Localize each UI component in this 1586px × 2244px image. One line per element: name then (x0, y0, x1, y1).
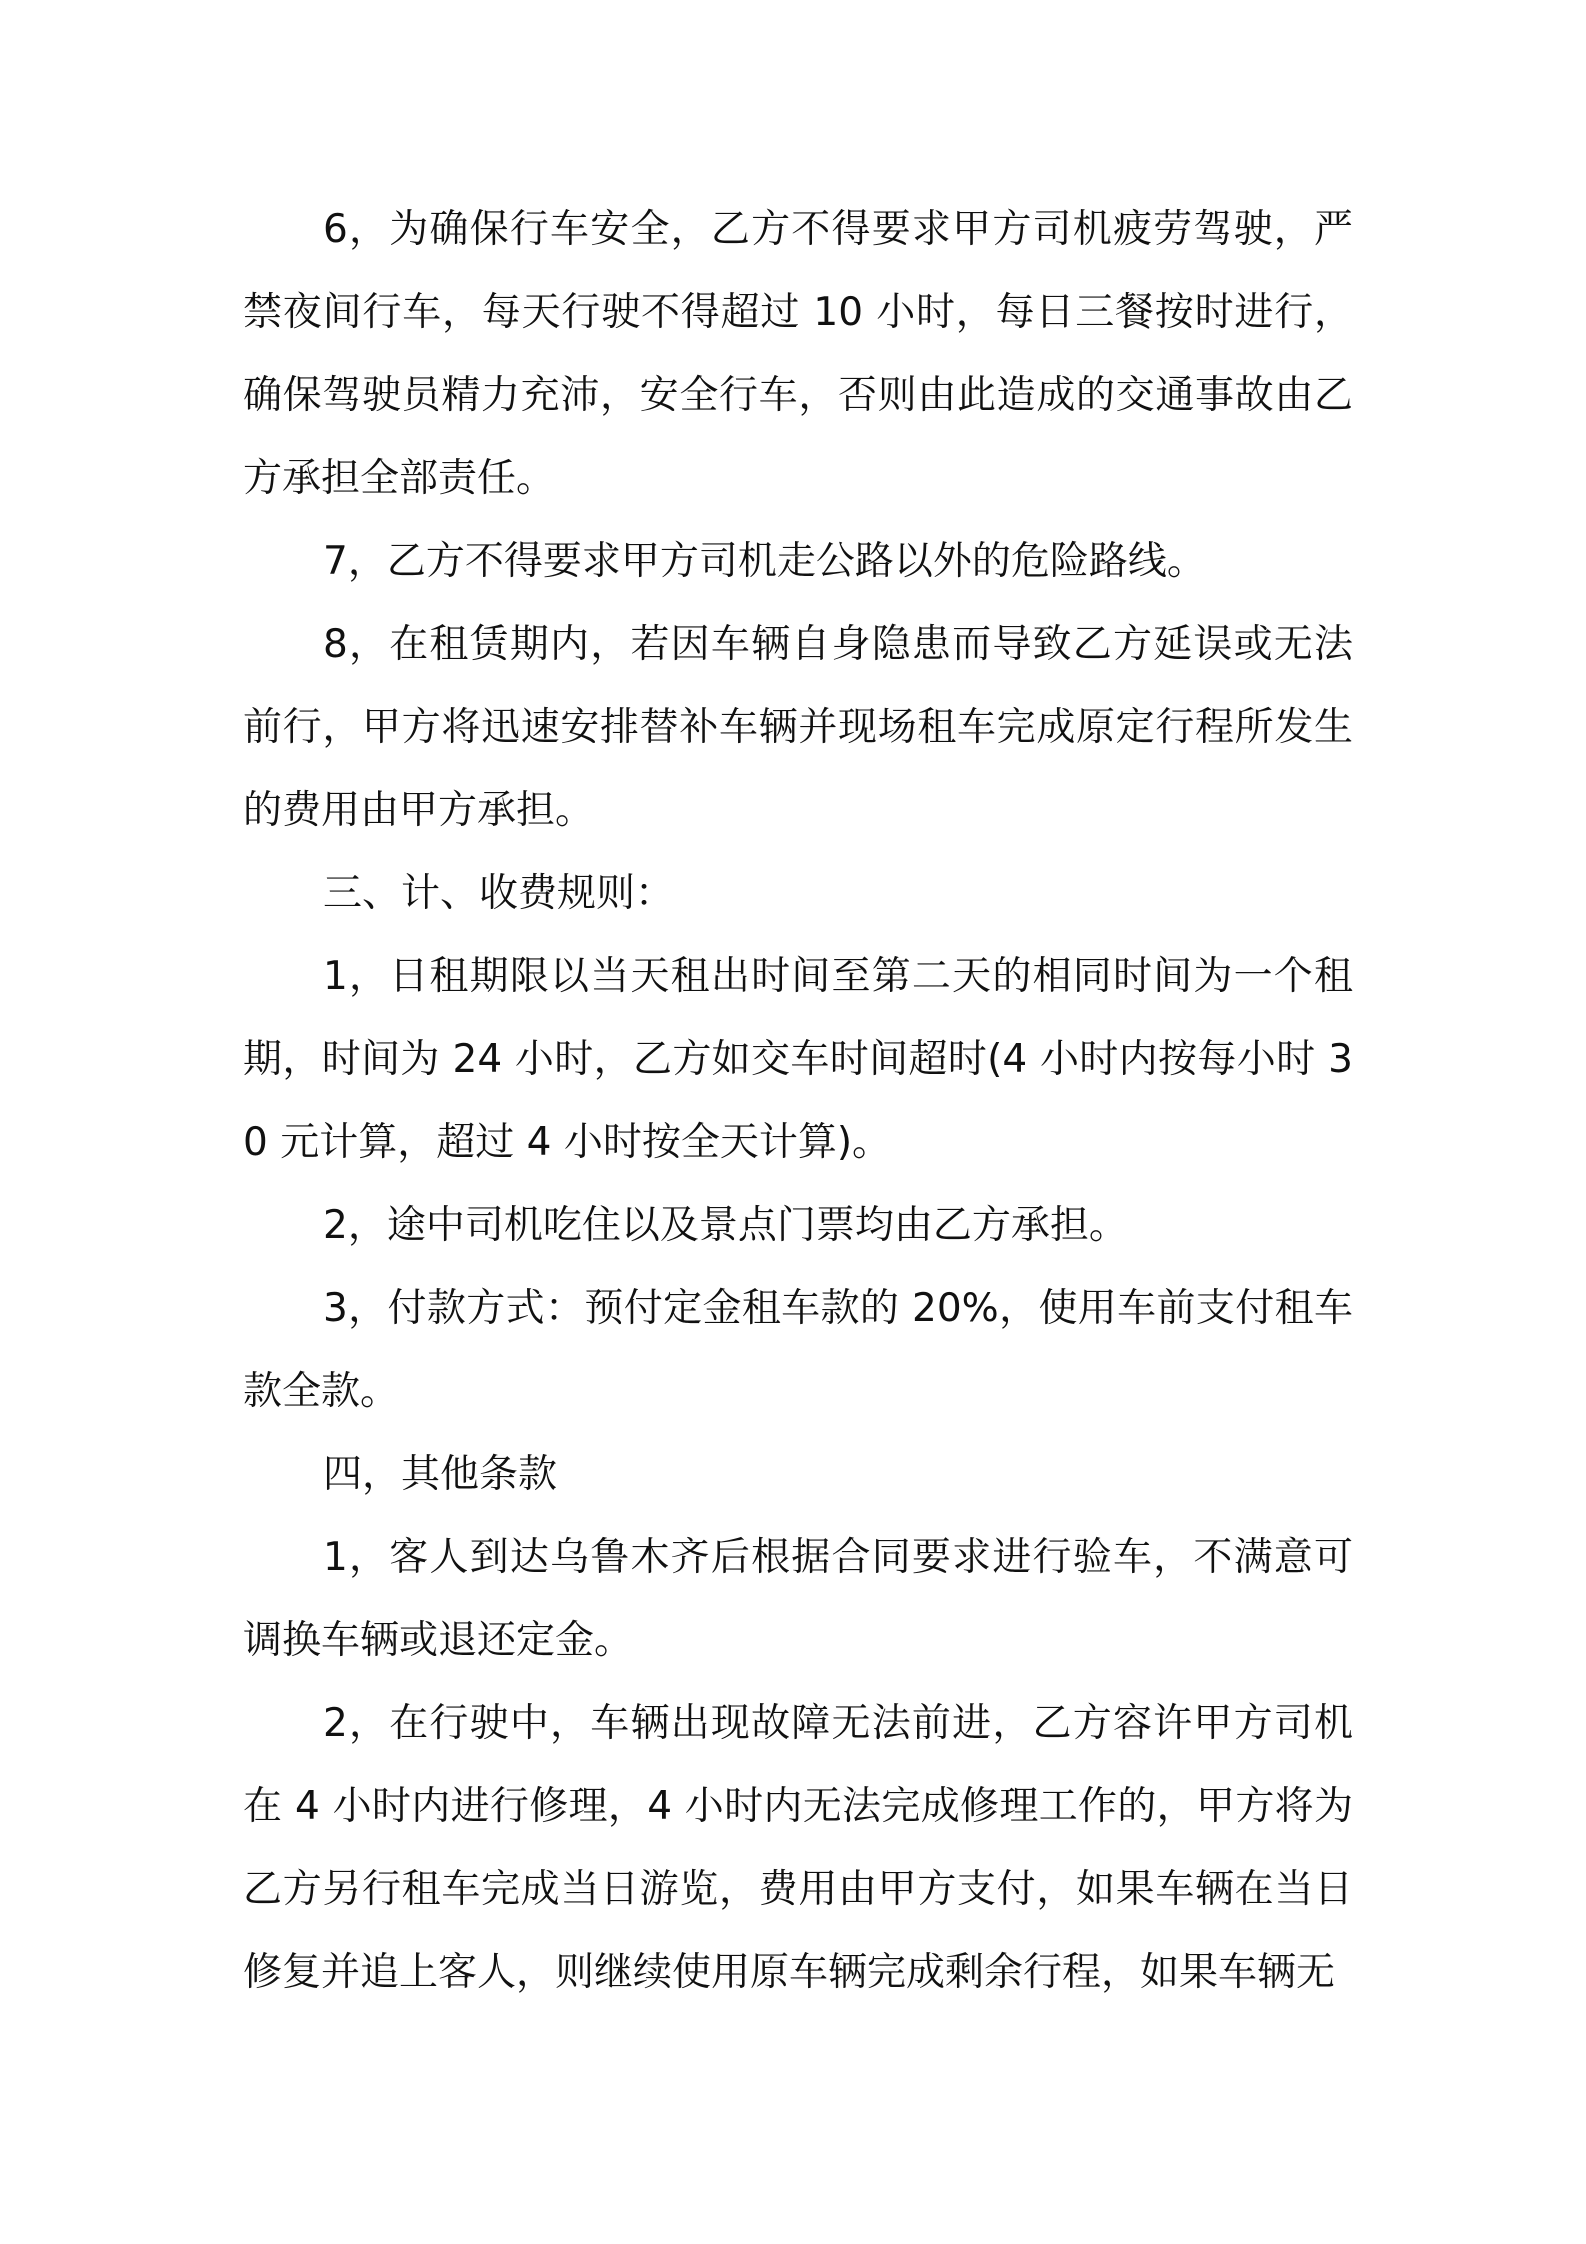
fee-rule-3-payment-method: 3，付款方式：预付定金租车款的 20%，使用车前支付租车款全款。 (243, 1286, 1353, 1414)
section-4-heading: 四，其他条款 (323, 1452, 558, 1497)
other-clause-2-breakdown: 2，在行驶中，车辆出现故障无法前进，乙方容许甲方司机在 4 小时内进行修理，4 小时内无法完成修理工作的，甲方将为乙方另行租车完成当日游览，费用由甲方支付，如果车辆在当日修复并追上客人，则继续使用原车辆完成剩余行程，如果车辆无 (243, 1701, 1353, 1995)
clause-6-driver-fatigue: 6，为确保行车安全，乙方不得要求甲方司机疲劳驾驶，严禁夜间行车，每天行驶不得超过 10 小时，每日三餐按时进行，确保驾驶员精力充沛，安全行车，否则由此造成的交通事故由乙方承担全部责任。 (243, 207, 1353, 501)
clause-7-dangerous-routes: 7，乙方不得要求甲方司机走公路以外的危险路线。 (323, 539, 1206, 584)
section-3-heading: 三、计、收费规则： (323, 871, 675, 916)
fee-rule-2-driver-expenses: 2，途中司机吃住以及景点门票均由乙方承担。 (323, 1203, 1128, 1248)
clause-8-replacement-vehicle: 8，在租赁期内，若因车辆自身隐患而导致乙方延误或无法前行，甲方将迅速安排替补车辆并现场租车完成原定行程所发生的费用由甲方承担。 (243, 622, 1353, 833)
other-clause-1-inspection: 1，客人到达乌鲁木齐后根据合同要求进行验车，不满意可调换车辆或退还定金。 (243, 1535, 1353, 1663)
document-body (243, 188, 1353, 2014)
fee-rule-1-daily-rental: 1，日租期限以当天租出时间至第二天的相同时间为一个租期，时间为 24 小时，乙方如交车时间超时(4 小时内按每小时 30 元计算，超过 4 小时按全天计算)。 (243, 954, 1353, 1165)
